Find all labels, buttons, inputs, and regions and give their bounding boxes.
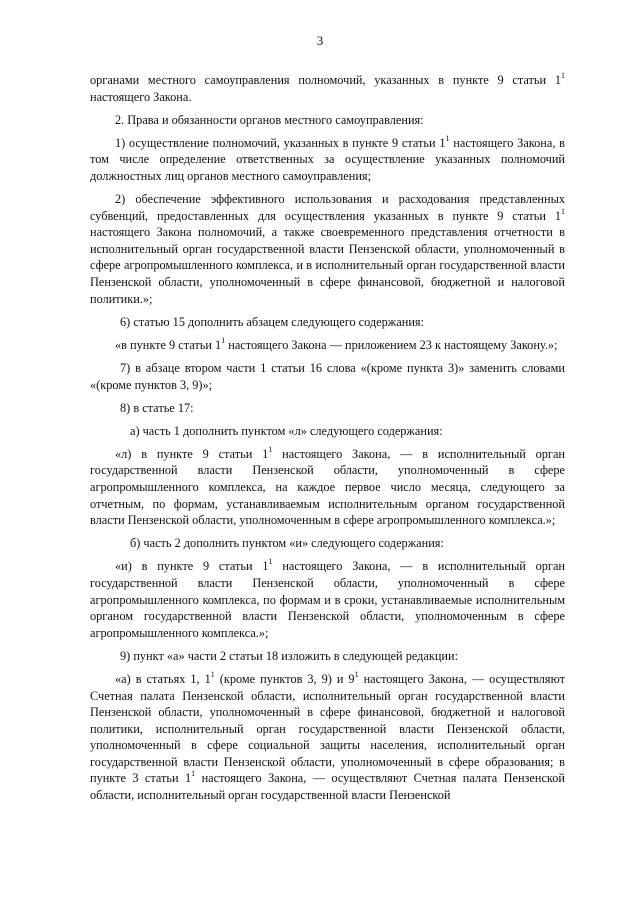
text-run: 1) осуществление полномочий, указанных в пункте 9 статьи 1: [115, 135, 446, 150]
superscript: 1: [210, 669, 215, 679]
text-run: настоящего Закона, — в исполнительный орган государственной власти Пензенской области, уполномоченный в сфере агропромышленного комплекса, на каждое первое число месяца, следующего за отчетным, по формам, устанавливаемым исполнительным органом государственной власти Пензенской области, уполномоченным в сфере агропромышленного комплекса.»;: [90, 446, 565, 528]
paragraph-p7: [90, 360, 565, 393]
paragraph-p9: [90, 423, 565, 440]
paragraph-p12: [90, 558, 565, 641]
text-run: 6) статью 15 дополнить абзацем следующего содержания:: [120, 314, 424, 329]
text-run: «л) в пункте 9 статьи 1: [115, 446, 269, 461]
paragraph-p11: [90, 535, 565, 552]
paragraph-p14: [90, 671, 565, 804]
superscript: 1: [354, 669, 359, 679]
superscript: 1: [268, 444, 273, 454]
paragraph-p13: [90, 648, 565, 665]
paragraph-p6: [90, 337, 565, 354]
text-run: органами местного самоуправления полномочий, указанных в пункте 9 статьи 1: [90, 73, 561, 87]
text-run: б) часть 2 дополнить пунктом «и» следующего содержания:: [130, 536, 444, 551]
page-number: 3: [316, 33, 324, 48]
paragraph-p2: [90, 112, 565, 129]
superscript: 1: [221, 335, 226, 345]
text-run: настоящего Закона, — осуществляют Счетная палата Пензенской области, исполнительный орган государственной власти Пензенской области, уполномоченный в сфере финансовой, бюджетной и налоговой политики, исполнительный орган государственной власти Пензенской области, уполномоченный в сфере социальной защиты населения, исполнительный орган государственной власти Пензенской области, уполномоченный в сфере образования; в пункте 3 статьи 1: [90, 671, 565, 786]
paragraph-p1: [90, 72, 565, 105]
text-run: 7) в абзаце втором части 1 статьи 16 слова «(кроме пункта 3)» заменить словами «(кроме пунктов 3, 9)»;: [90, 360, 565, 392]
text-run: 2) обеспечение эффективного использования и расходования представленных субвенций, предоставленных для осуществления указанных в пункте 9 статьи 1: [90, 192, 565, 223]
text-run: настоящего Закона — приложением 23 к настоящему Закону.»;: [225, 337, 558, 352]
paragraph-p8: [90, 400, 565, 417]
text-run: настоящего Закона полномочий, а также своевременного представления отчетности в исполнительный орган государственной власти Пензенской области, уполномоченный в сфере агропромышленного комплекса, и в исполнительный орган государственной власти Пензенской области, уполномоченный в сфере финансовой, бюджетной и налоговой политики.»;: [90, 225, 565, 306]
text-run: «а) в статьях 1, 1: [115, 671, 211, 686]
document-body: [90, 72, 565, 804]
text-run: настоящего Закона, в том числе определение ответственных за осуществление указанных полномочий должностных лиц органов местного самоуправления;: [90, 135, 565, 183]
superscript: 1: [561, 206, 565, 216]
text-run: настоящего Закона, — осуществляют Счетная палата Пензенской области, исполнительный орган государственной власти Пензенской: [90, 771, 565, 803]
paragraph-p3: [90, 135, 565, 185]
text-run: 8) в статье 17:: [120, 400, 194, 415]
superscript: 1: [561, 71, 565, 80]
paragraph-p4: [90, 191, 565, 307]
text-run: а) часть 1 дополнить пунктом «л» следующего содержания:: [130, 423, 443, 438]
text-run: (кроме пунктов 3, 9) и 9: [214, 671, 355, 686]
superscript: 1: [191, 769, 196, 779]
paragraph-p10: [90, 446, 565, 529]
superscript: 1: [445, 133, 450, 143]
text-run: «в пункте 9 статьи 1: [115, 337, 222, 352]
text-run: 2. Права и обязанности органов местного самоуправления:: [115, 112, 424, 127]
paragraph-p5: [90, 314, 565, 331]
text-run: настоящего Закона, — в исполнительный орган государственной власти Пензенской области, уполномоченный в сфере агропромышленного комплекса, по формам и в сроки, устанавливаемые исполнительным органом государственной власти Пензенской области, уполномоченным в сфере агропромышленного комплекса.»;: [90, 559, 565, 640]
superscript: 1: [268, 557, 273, 567]
text-run: настоящего Закона.: [90, 89, 192, 104]
text-run: 9) пункт «а» части 2 статьи 18 изложить в следующей редакции:: [120, 648, 458, 663]
text-run: «и) в пункте 9 статьи 1: [115, 559, 269, 574]
